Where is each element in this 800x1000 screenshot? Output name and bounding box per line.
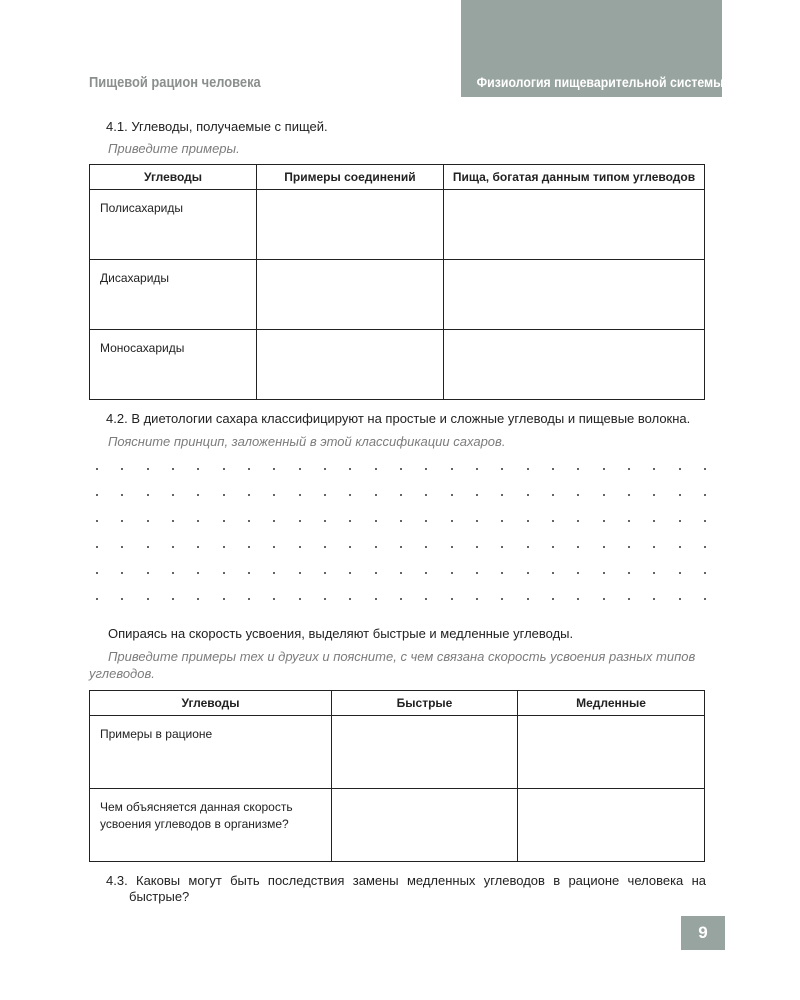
dot [653,546,655,548]
table-header-row [90,691,705,716]
dot [653,494,655,496]
dot [273,520,275,522]
dot [552,494,554,496]
dot [501,598,503,600]
dot [476,494,478,496]
dot [527,520,529,522]
question-hint: Приведите примеры. [108,141,240,156]
dot [425,520,427,522]
column-header: Быстрые [332,691,518,716]
dot [476,546,478,548]
dot [451,572,453,574]
question-number: 4.3. [106,873,128,888]
dot [552,520,554,522]
dot [299,494,301,496]
dot [96,546,98,548]
dot [349,598,351,600]
dot [653,572,655,574]
dot [248,520,250,522]
dot [552,572,554,574]
row-label: Примеры в рационе [90,716,332,789]
dot [501,572,503,574]
dot [679,546,681,548]
dot [273,468,275,470]
dot [375,494,377,496]
question-hint: Поясните принцип, заложенный в этой классификации сахаров. [108,434,506,449]
dot [451,598,453,600]
dot [299,572,301,574]
dotted-line[interactable] [96,592,708,618]
dot [653,468,655,470]
dot [324,572,326,574]
dot [324,494,326,496]
dot [552,468,554,470]
dot [172,598,174,600]
dotted-line[interactable] [96,566,708,592]
answer-cell[interactable] [444,190,705,260]
dot [501,468,503,470]
dot [451,468,453,470]
answer-cell[interactable] [444,330,705,400]
dot [248,546,250,548]
table-row [90,789,705,862]
table-header-row [90,165,705,190]
row-label: Дисахариды [90,260,257,330]
table-row [90,190,705,260]
dot [704,546,706,548]
dot [552,546,554,548]
dot [425,546,427,548]
dotted-answer-area[interactable] [96,462,708,618]
question-4-3 [106,873,706,888]
dot [628,468,630,470]
dot [400,598,402,600]
dot [603,494,605,496]
dot [704,468,706,470]
dot [375,546,377,548]
dot [527,468,529,470]
dot [527,572,529,574]
column-header: Примеры соединений [257,165,444,190]
dot [147,546,149,548]
answer-cell[interactable] [444,260,705,330]
row-label: Полисахариды [90,190,257,260]
dot [197,598,199,600]
dot [501,520,503,522]
row-label [90,789,332,862]
column-header: Углеводы [90,165,257,190]
dot [96,494,98,496]
answer-cell[interactable] [518,789,705,862]
dot [476,468,478,470]
dot [577,572,579,574]
dot [223,494,225,496]
dot [349,468,351,470]
dot [349,572,351,574]
dot [121,598,123,600]
dot [704,494,706,496]
sub-question-hint-line2: углеводов. [89,666,155,681]
dot [121,546,123,548]
table-row [90,260,705,330]
dot [400,546,402,548]
dot [324,598,326,600]
dot [628,572,630,574]
answer-cell[interactable] [257,260,444,330]
question-4-2 [106,411,690,426]
dot [147,494,149,496]
dot [248,494,250,496]
row-label-line: усвоения углеводов в организме? [100,817,289,831]
dot [704,572,706,574]
sub-question-text: Опираясь на скорость усвоения, выделяют быстрые и медленные углеводы. [108,626,574,641]
dot [147,598,149,600]
dot [147,572,149,574]
dot [425,572,427,574]
dot [603,468,605,470]
dot [197,546,199,548]
dot [299,598,301,600]
dot [172,520,174,522]
dot [147,468,149,470]
dot [121,494,123,496]
dot [121,572,123,574]
dot [603,598,605,600]
dot [425,494,427,496]
dotted-line[interactable] [96,540,708,566]
row-label: Моносахариды [90,330,257,400]
dot [299,520,301,522]
dot [679,572,681,574]
page-title: Пищевой рацион человека [89,74,261,91]
dot [172,468,174,470]
row-label-line: Чем объясняется данная скорость [100,800,293,814]
dot [172,494,174,496]
dot [324,520,326,522]
question-text: В диетологии сахара классифицируют на простые и сложные углеводы и пищевые волокна. [131,411,691,426]
dot [476,520,478,522]
question-text-line1: Каковы могут быть последствия замены медленных углеводов в рационе человека на [136,873,706,888]
dot [451,520,453,522]
dot [223,598,225,600]
dot [527,546,529,548]
carbohydrates-table [89,164,705,400]
dot [96,520,98,522]
dot [603,546,605,548]
question-number: 4.1. [106,119,128,134]
dot [197,520,199,522]
dot [273,546,275,548]
dot [501,494,503,496]
dot [96,468,98,470]
dot [324,468,326,470]
answer-cell[interactable] [257,190,444,260]
dot [96,598,98,600]
dotted-line[interactable] [96,488,708,514]
dot [476,572,478,574]
dot [400,572,402,574]
dot [375,468,377,470]
dot [273,598,275,600]
table-row [90,716,705,789]
dot [425,598,427,600]
dot [552,598,554,600]
page-number: 9 [681,916,725,950]
dot [628,494,630,496]
dot [476,598,478,600]
dot [400,468,402,470]
column-header: Углеводы [90,691,332,716]
dotted-line[interactable] [96,462,708,488]
table-row [90,330,705,400]
dot [197,468,199,470]
dot [121,520,123,522]
dot [653,520,655,522]
dot [704,520,706,522]
dot [628,520,630,522]
dot [375,572,377,574]
dot [679,520,681,522]
question-text-line2: быстрые? [129,889,190,904]
dot [147,520,149,522]
dot [299,546,301,548]
dot [223,520,225,522]
dot [603,572,605,574]
dot [501,546,503,548]
dot [653,598,655,600]
question-4-1 [106,119,328,134]
dot [223,572,225,574]
dot [349,546,351,548]
column-header: Медленные [518,691,705,716]
dot [628,598,630,600]
dot [603,520,605,522]
dot [577,598,579,600]
dot [577,468,579,470]
column-header: Пища, богатая данным типом углеводов [444,165,705,190]
dot [527,494,529,496]
dot [425,468,427,470]
dot [628,546,630,548]
answer-cell[interactable] [332,716,518,789]
question-number: 4.2. [106,411,128,426]
answer-cell[interactable] [518,716,705,789]
dot [324,546,326,548]
dot [451,546,453,548]
dot [197,494,199,496]
dot [248,598,250,600]
dot [248,572,250,574]
dot [172,546,174,548]
dot [577,494,579,496]
dot [349,494,351,496]
dot [375,598,377,600]
dot [299,468,301,470]
dot [197,572,199,574]
dot [679,598,681,600]
dot [349,520,351,522]
dot [273,572,275,574]
fast-slow-carbs-table [89,690,705,862]
sub-question-hint-line1: Приведите примеры тех и других и поясните, с чем связана скорость усвоения разных типов [108,649,696,664]
dot [172,572,174,574]
dot [400,494,402,496]
dot [248,468,250,470]
dot [375,520,377,522]
dot [121,468,123,470]
dotted-line[interactable] [96,514,708,540]
section-title: Физиология пищеварительной системы [476,74,724,90]
dot [451,494,453,496]
dot [577,546,579,548]
dot [679,468,681,470]
answer-cell[interactable] [332,789,518,862]
dot [679,494,681,496]
dot [704,598,706,600]
dot [223,546,225,548]
dot [577,520,579,522]
answer-cell[interactable] [257,330,444,400]
dot [223,468,225,470]
dot [527,598,529,600]
dot [96,572,98,574]
dot [400,520,402,522]
dot [273,494,275,496]
question-text: Углеводы, получаемые с пищей. [131,119,328,134]
